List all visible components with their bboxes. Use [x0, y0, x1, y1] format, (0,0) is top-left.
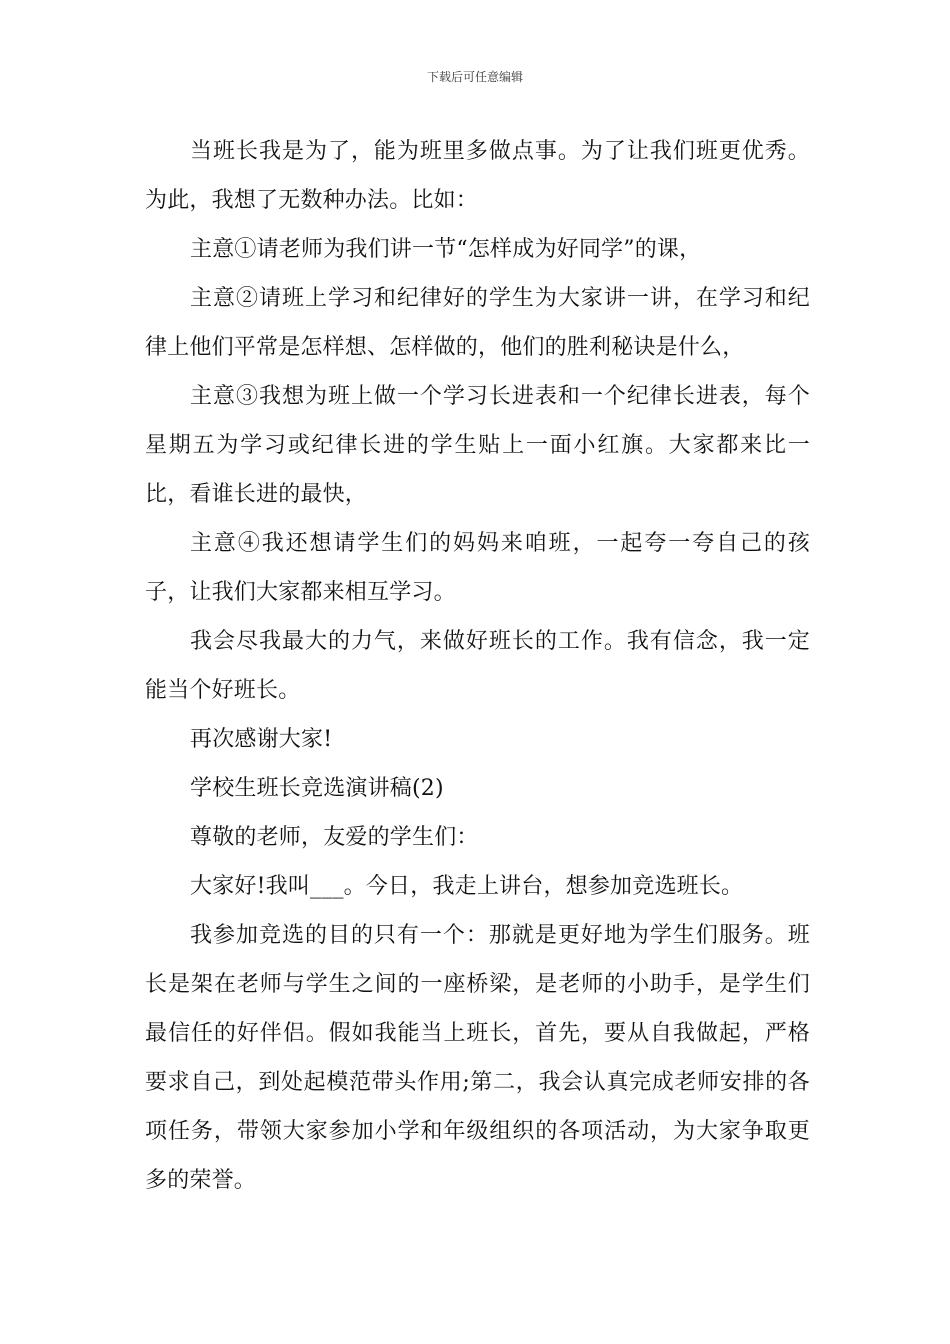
paragraph-intro: 当班长我是为了，能为班里多做点事。为了让我们班更优秀。为此，我想了无数种办法。比如： — [145, 139, 810, 213]
paragraph-idea-1: 主意①请老师为我们讲一节“怎样成为好同学”的课， — [190, 237, 702, 262]
paragraph-commitment: 我会尽我最大的力气，来做好班长的工作。我有信念，我一定能当个好班长。 — [145, 629, 810, 703]
paragraph-purpose: 我参加竞选的目的只有一个：那就是更好地为学生们服务。班长是架在老师与学生之间的一座桥梁，是老师的小助手，是学生们最信任的好伴侣。假如我能当上班长，首先，要从自我做起，严格要求自己，到处起模范带头作用;第二，我会认真完成老师安排的各项任务，带领大家参加小学和年级组织的各项活动，为大家争取更多的荣誉。 — [145, 923, 810, 1193]
section-title: 学校生班长竞选演讲稿(2) — [190, 776, 444, 801]
document-body — [145, 127, 810, 1205]
paragraph-introduction: 大家好!我叫___。今日，我走上讲台，想参加竞选班长。 — [190, 874, 744, 899]
paragraph-thanks: 再次感谢大家! — [190, 727, 333, 752]
paragraph-greeting: 尊敬的老师，友爱的学生们： — [190, 825, 479, 850]
paragraph-idea-4: 主意④我还想请学生们的妈妈来咱班，一起夸一夸自己的孩子，让我们大家都来相互学习。 — [145, 531, 810, 605]
paragraph-idea-2: 主意②请班上学习和纪律好的学生为大家讲一讲，在学习和纪律上他们平常是怎样想、怎样做的，他们的胜利秘诀是什么， — [145, 286, 810, 360]
paragraph-idea-3: 主意③我想为班上做一个学习长进表和一个纪律长进表，每个星期五为学习或纪律长进的学生贴上一面小红旗。大家都来比一比，看谁长进的最快， — [145, 384, 810, 507]
header-note: 下载后可任意编辑 — [426, 70, 523, 84]
